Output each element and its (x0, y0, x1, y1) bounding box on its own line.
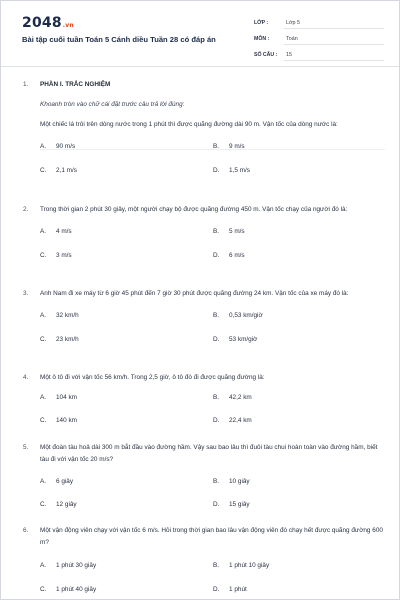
option-letter: B. (213, 312, 220, 319)
section-number: 1. (23, 81, 29, 88)
option-letter: A. (40, 478, 47, 485)
question-4 (23, 372, 383, 424)
question-text: Một ô tô đi với vận tốc 56 km/h. Trong 2,5 giờ, ô tô đó đi được quãng đường là: (40, 374, 265, 381)
question-number: 6. (23, 527, 29, 534)
option-d[interactable] (213, 336, 257, 343)
option-text: 1,5 m/s (229, 167, 250, 174)
option-d[interactable] (213, 586, 247, 593)
option-letter: C. (40, 167, 47, 174)
option-d[interactable] (213, 167, 250, 174)
option-text: 12 giây (56, 501, 77, 508)
option-text: 10 giây (229, 478, 250, 485)
question-text: Trong thời gian 2 phút 30 giây, một người chạy bộ được quãng đường 450 m. Vận tốc chạy của người đó là: (40, 206, 348, 213)
option-b[interactable] (213, 143, 245, 150)
option-letter: C. (40, 336, 47, 343)
option-a[interactable] (40, 228, 72, 235)
option-letter: D. (213, 501, 220, 508)
question-stem (23, 525, 383, 549)
meta-label-count: SỐ CÂU : (254, 52, 278, 58)
option-text: 3 m/s (56, 252, 72, 259)
meta-row-count (254, 47, 384, 63)
option-text: 140 km (56, 417, 77, 424)
option-letter: C. (40, 586, 47, 593)
section-instruction: Khoanh tròn vào chữ cái đặt trước câu trả lời đúng: (40, 101, 185, 108)
option-text: 32 km/h (56, 312, 79, 319)
option-text: 104 km (56, 394, 77, 401)
option-c[interactable] (40, 167, 77, 174)
option-text: 1 phút 40 giây (56, 586, 97, 593)
option-text: 22,4 km (229, 417, 252, 424)
option-letter: B. (213, 562, 220, 569)
option-text: 90 m/s (56, 143, 76, 150)
meta-row-subject (254, 31, 384, 47)
worksheet-meta (254, 15, 384, 63)
question-stem (23, 372, 383, 384)
meta-value-subject: Toán (284, 33, 384, 45)
meta-value-grade: Lớp 5 (284, 17, 384, 29)
option-a[interactable] (40, 562, 96, 569)
logo-main: 2048 (22, 15, 62, 31)
option-b[interactable] (213, 228, 245, 235)
option-letter: A. (40, 562, 47, 569)
question-text: Một chiếc lá trôi trên dòng nước trong 1 phút thì được quãng đường dài 90 m. Vận tốc của dòng nước là: (40, 121, 338, 128)
option-letter: C. (40, 501, 47, 508)
option-letter: D. (213, 586, 220, 593)
option-a[interactable] (40, 143, 75, 150)
question-5 (23, 442, 383, 508)
option-a[interactable] (40, 394, 77, 401)
option-d[interactable] (213, 417, 252, 424)
option-letter: B. (213, 228, 220, 235)
question-text: Anh Nam đi xe máy từ 6 giờ 45 phút đến 7 giờ 30 phút được quãng đường 24 km. Vận tốc của xe máy đó là: (40, 290, 349, 297)
option-letter: B. (213, 478, 220, 485)
option-letter: A. (40, 394, 47, 401)
meta-label-subject: MÔN : (254, 36, 270, 42)
option-b[interactable] (213, 312, 263, 319)
section-title: PHẦN I. TRẮC NGHIỆM (40, 81, 111, 88)
option-text: 23 km/h (56, 336, 79, 343)
option-letter: D. (213, 336, 220, 343)
option-c[interactable] (40, 417, 77, 424)
question-6 (23, 525, 383, 593)
question-number (23, 119, 40, 131)
option-text: 1 phút (229, 586, 247, 593)
question-number: 2. (23, 206, 29, 213)
option-text: 15 giây (229, 501, 250, 508)
question-number: 4. (23, 374, 29, 381)
option-c[interactable] (40, 336, 79, 343)
meta-value-count: 15 (284, 49, 384, 61)
option-text: 6 giây (56, 478, 74, 485)
option-b[interactable] (213, 562, 269, 569)
question-1 (23, 119, 383, 174)
option-text: 2,1 m/s (56, 167, 77, 174)
question-stem (23, 288, 383, 300)
option-d[interactable] (213, 252, 245, 259)
option-c[interactable] (40, 252, 72, 259)
question-3 (23, 288, 383, 343)
option-letter: D. (213, 252, 220, 259)
option-a[interactable] (40, 312, 79, 319)
option-letter: A. (40, 312, 47, 319)
meta-label-grade: LỚP : (254, 20, 269, 26)
option-letter: D. (213, 167, 220, 174)
question-2 (23, 204, 383, 259)
question-number: 5. (23, 444, 29, 451)
question-stem (23, 204, 383, 216)
option-text: 1 phút 10 giây (229, 562, 270, 569)
option-d[interactable] (213, 501, 250, 508)
option-b[interactable] (213, 394, 252, 401)
question-text: Một vận động viên chạy với vận tốc 6 m/s. Hỏi trong thời gian bao lâu vận động viên đó chạy hết được quãng đường 600 m? (40, 527, 383, 546)
option-c[interactable] (40, 501, 77, 508)
site-logo[interactable] (22, 15, 74, 31)
option-letter: C. (40, 417, 47, 424)
section-heading (23, 81, 110, 88)
question-number: 3. (23, 290, 29, 297)
worksheet-header (1, 1, 399, 67)
option-text: 53 km/giờ (229, 336, 258, 343)
option-letter: B. (213, 143, 220, 150)
option-letter: D. (213, 417, 220, 424)
meta-row-grade (254, 15, 384, 31)
option-text: 0,53 km/giờ (229, 312, 263, 319)
option-b[interactable] (213, 478, 250, 485)
option-letter: A. (40, 143, 47, 150)
option-letter: C. (40, 252, 47, 259)
option-c[interactable] (40, 586, 96, 593)
option-text: 5 m/s (229, 228, 245, 235)
option-a[interactable] (40, 478, 73, 485)
option-text: 42,2 km (229, 394, 252, 401)
option-letter: A. (40, 228, 47, 235)
logo-suffix: .vn (62, 22, 74, 29)
option-letter: B. (213, 394, 220, 401)
question-stem (23, 119, 383, 131)
option-text: 1 phút 30 giây (56, 562, 97, 569)
option-text: 4 m/s (56, 228, 72, 235)
question-stem (23, 442, 383, 466)
question-text: Một đoàn tàu hoả dài 300 m bắt đầu vào đường hầm. Vậy sau bao lâu thì đuôi tàu chui hoàn toàn vào đường hầm, biết tàu đi với vận tốc 20 m/s? (40, 444, 378, 463)
option-text: 6 m/s (229, 252, 245, 259)
option-text: 9 m/s (229, 143, 245, 150)
worksheet-title: Bài tập cuối tuần Toán 5 Cánh diều Tuần 28 có đáp án (22, 35, 216, 44)
